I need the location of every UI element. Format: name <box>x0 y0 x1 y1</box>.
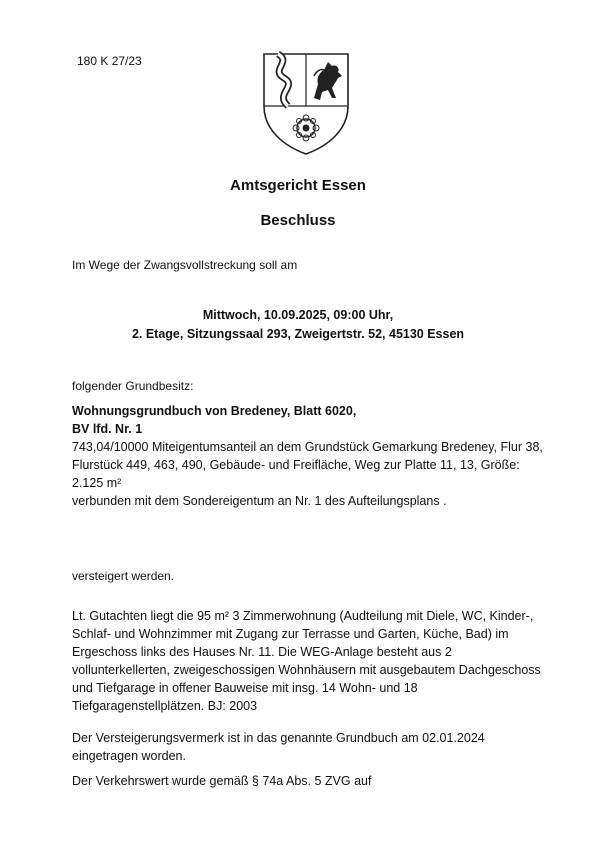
property-number: BV lfd. Nr. 1 <box>72 422 143 436</box>
document-type-title: Beschluss <box>260 212 336 229</box>
property-desc-line: 743,04/10000 Miteigentumsanteil an dem Grundstück Gemarkung Bredeney, Flur 38, <box>72 440 543 454</box>
appointment-date: Mittwoch, 10.09.2025, 09:00 Uhr, <box>202 308 394 322</box>
market-value-text: Der Verkehrswert wurde gemäß § 74a Abs. 5 ZVG auf <box>72 774 372 788</box>
appraisal-description <box>72 607 542 715</box>
description-line: Tiefgaragenstellplätzen. BJ: 2003 <box>72 699 258 713</box>
appointment-location: 2. Etage, Sitzungssaal 293, Zweigertstr. 52, 45130 Essen <box>131 327 465 341</box>
property-title: Wohnungsgrundbuch von Bredeney, Blatt 6020, <box>72 404 357 418</box>
registration-line: Der Versteigerungsvermerk ist in das genannte Grundbuch am 02.01.2024 <box>72 731 485 745</box>
property-label: folgender Grundbesitz: <box>72 379 194 393</box>
property-desc-line: Flurstück 449, 463, 490, Gebäude- und Freifläche, Weg zur Platte 11, 13, Größe: <box>72 458 520 472</box>
description-line: Lt. Gutachten liegt die 95 m² 3 Zimmerwohnung (Audteilung mit Diele, WC, Kinder-, <box>72 609 534 623</box>
description-line: vollunterkellerten, zweigeschossigen Wohnhäusern mit ausgebautem Dachgeschoss <box>72 663 541 677</box>
auction-text: versteigert werden. <box>72 569 175 583</box>
property-desc-line: verbunden mit dem Sondereigentum an Nr. 1 des Aufteilungsplans . <box>72 494 447 508</box>
nrw-coat-of-arms-icon <box>258 48 354 158</box>
case-number: 180 K 27/23 <box>77 54 142 68</box>
registration-note <box>72 729 485 765</box>
intro-text: Im Wege der Zwangsvollstreckung soll am <box>72 258 298 272</box>
description-line: Schlaf- und Wohnzimmer mit Zugang zur Terrasse und Garten, Küche, Bad) im <box>72 627 509 641</box>
description-line: Ergeschoss links des Hauses Nr. 11. Die WEG-Anlage besteht aus 2 <box>72 645 452 659</box>
property-block <box>72 402 542 510</box>
description-line: und Tiefgarage in offener Bauweise mit insg. 14 Wohn- und 18 <box>72 681 418 695</box>
court-name: Amtsgericht Essen <box>230 177 366 194</box>
registration-line: eingetragen worden. <box>72 749 186 763</box>
property-desc-line: 2.125 m² <box>72 476 122 490</box>
